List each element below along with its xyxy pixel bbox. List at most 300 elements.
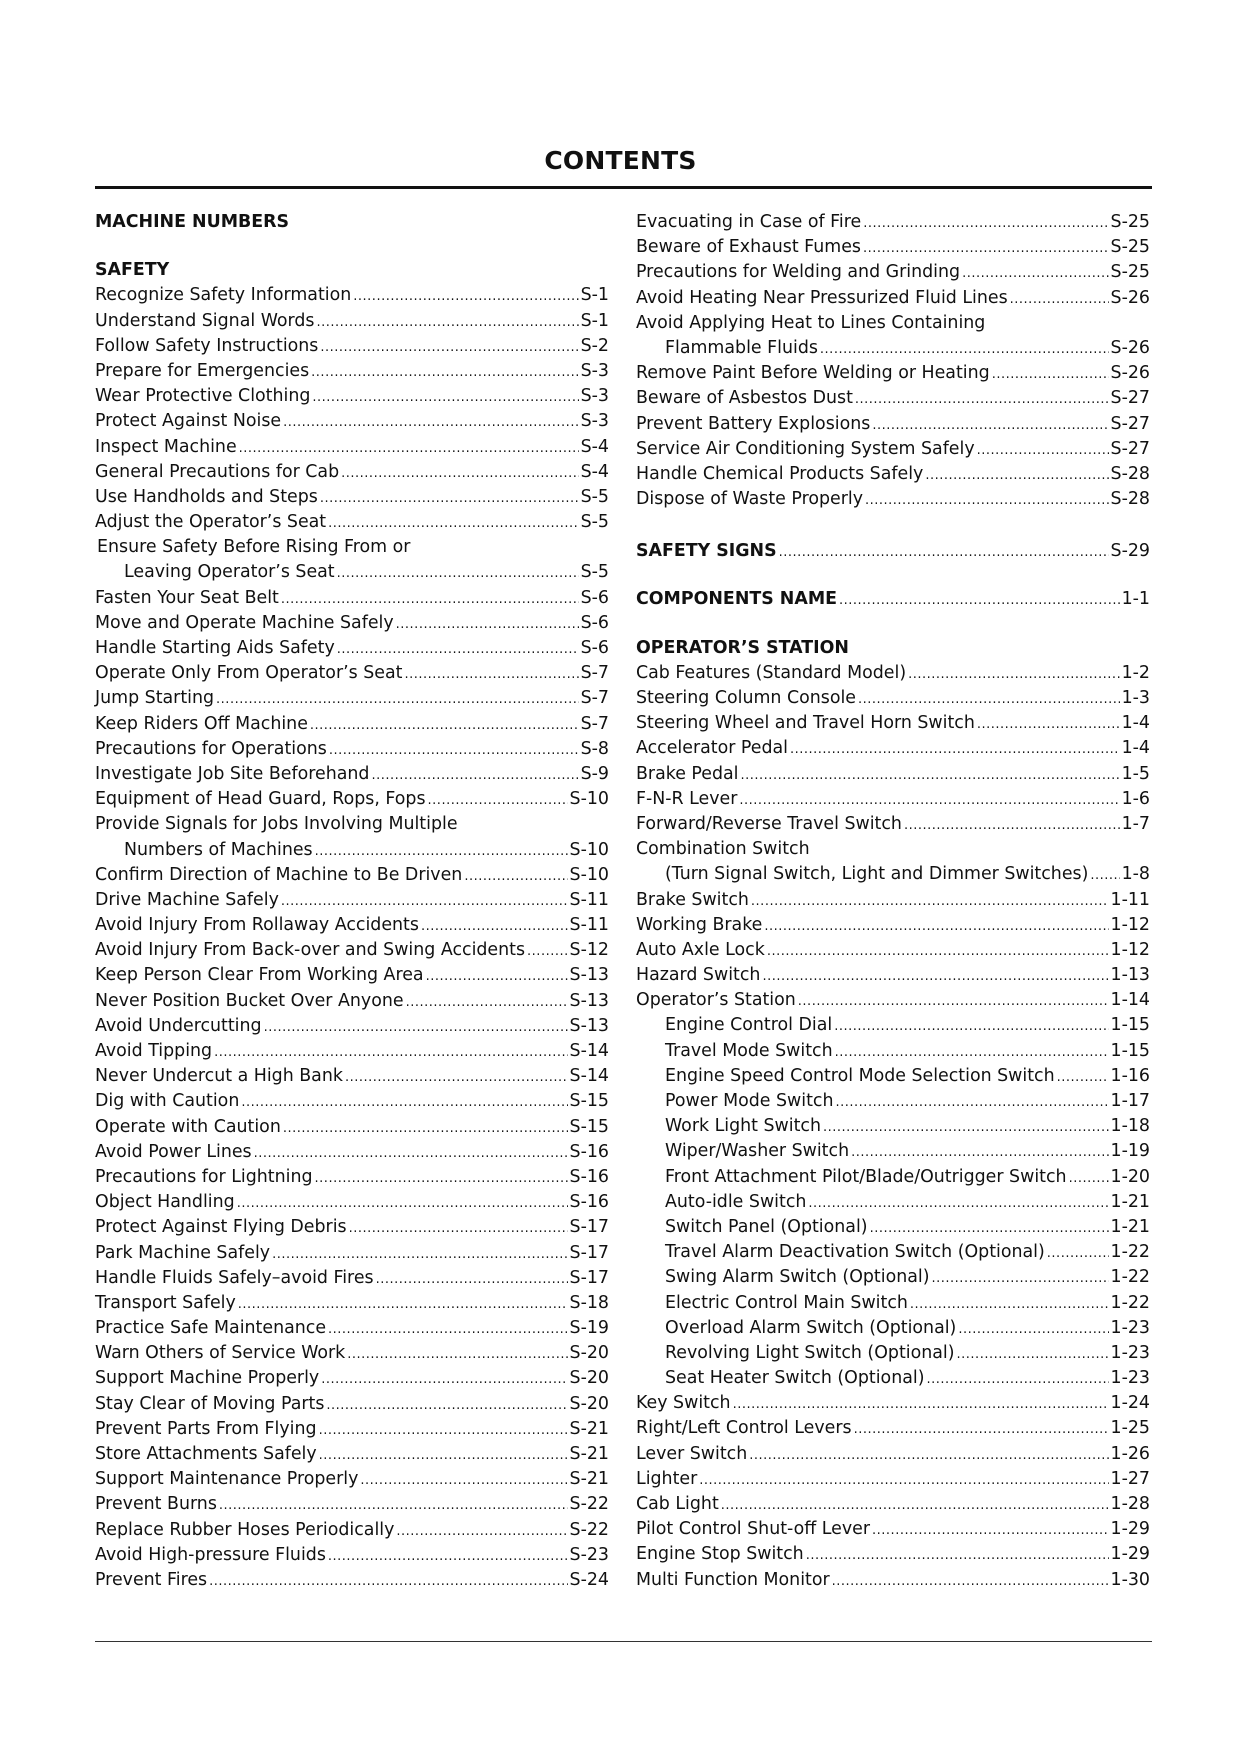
toc-entry-title: Fasten Your Seat Belt	[95, 587, 279, 608]
toc-entry-title: Provide Signals for Jobs Involving Multiple	[95, 814, 458, 835]
toc-entry-title: Wear Protective Clothing	[95, 386, 311, 407]
toc-entry[interactable]	[636, 1291, 1150, 1316]
toc-entry-page: S-7	[580, 713, 609, 734]
leader-dots	[345, 1065, 568, 1090]
toc-entry[interactable]	[95, 838, 609, 863]
toc-entry-page: S-23	[569, 1544, 609, 1565]
toc-entry[interactable]	[636, 1215, 1150, 1240]
toc-entry[interactable]	[636, 1039, 1150, 1064]
toc-entry-page: 1-29	[1110, 1519, 1150, 1540]
leader-dots	[832, 1569, 1109, 1594]
toc-entry[interactable]	[636, 1391, 1150, 1416]
toc-entry[interactable]	[95, 636, 609, 661]
toc-entry[interactable]	[636, 812, 1150, 837]
toc-entry[interactable]	[95, 1392, 609, 1417]
toc-entry-page: S-27	[1110, 438, 1150, 459]
toc-entry-page: S-4	[580, 461, 609, 482]
toc-entry-page: S-21	[569, 1418, 609, 1439]
leader-dots	[320, 335, 578, 360]
toc-entry-title: Switch Panel (Optional)	[665, 1216, 868, 1237]
toc-entry[interactable]	[636, 235, 1150, 260]
toc-entry-page: S-10	[569, 839, 609, 860]
toc-entry-page: 1-12	[1110, 914, 1150, 935]
toc-entry[interactable]	[636, 336, 1150, 361]
toc-entry-title: Park Machine Safely	[95, 1242, 271, 1263]
toc-entry[interactable]	[636, 1165, 1150, 1190]
toc-entry-page: S-13	[569, 990, 609, 1011]
toc-entry-page: 1-3	[1121, 688, 1150, 708]
toc-entry[interactable]	[636, 1240, 1150, 1265]
toc-entry[interactable]	[95, 1467, 609, 1492]
toc-entry[interactable]	[95, 1165, 609, 1190]
toc-entry[interactable]	[95, 1266, 609, 1291]
leader-dots	[908, 662, 1119, 687]
section-heading-machine-numbers: MACHINE NUMBERS	[95, 212, 290, 232]
toc-entry-title: Object Handling	[95, 1192, 235, 1213]
toc-entry-title: Lighter	[636, 1468, 698, 1489]
toc-entry-title: Service Air Conditioning System Safely	[636, 438, 975, 459]
toc-entry-title: Adjust the Operator’s Seat	[95, 512, 327, 533]
toc-entry-page: 1-8	[1121, 864, 1150, 885]
toc-entry-title: Travel Alarm Deactivation Switch (Optional)	[665, 1242, 1045, 1263]
toc-entry[interactable]	[636, 1064, 1150, 1089]
toc-entry[interactable]	[636, 1568, 1150, 1593]
section-heading-safety: SAFETY	[95, 260, 170, 281]
toc-entry[interactable]	[636, 462, 1150, 487]
toc-entry-title: Pilot Control Shut-off Lever	[636, 1519, 871, 1540]
toc-entry[interactable]	[636, 1517, 1150, 1542]
toc-entry-page: S-2	[580, 335, 609, 356]
safety-entry-list	[95, 283, 609, 1593]
toc-entry-page: S-6	[580, 638, 609, 658]
toc-entry-page: S-1	[580, 310, 609, 331]
toc-entry-page: 1-21	[1110, 1191, 1150, 1212]
toc-left-column	[95, 210, 609, 1593]
toc-entry-title: Flammable Fluids	[665, 337, 818, 358]
toc-entry[interactable]	[95, 611, 609, 636]
toc-entry[interactable]	[95, 1366, 609, 1391]
toc-entry[interactable]	[636, 1416, 1150, 1441]
toc-entry-title: Accelerator Pedal	[636, 738, 788, 759]
toc-entry[interactable]	[636, 286, 1150, 311]
toc-entry-page: 1-12	[1110, 939, 1150, 960]
leader-dots	[281, 889, 568, 914]
toc-entry-page: S-15	[569, 1091, 609, 1112]
toc-entry[interactable]	[636, 1366, 1150, 1391]
toc-entry[interactable]	[95, 1568, 609, 1593]
toc-entry-title: Work Light Switch	[665, 1116, 821, 1137]
toc-entry[interactable]	[95, 888, 609, 913]
toc-entry-page: S-14	[569, 1041, 609, 1061]
toc-entry-title: Store Attachments Safely	[95, 1444, 317, 1464]
toc-entry[interactable]	[95, 1341, 609, 1366]
toc-entry[interactable]	[95, 359, 609, 384]
toc-entry-page: S-7	[580, 663, 609, 684]
toc-entry[interactable]	[636, 1139, 1150, 1164]
toc-entry-title: Forward/Reverse Travel Switch	[636, 813, 902, 834]
toc-entry[interactable]	[95, 1140, 609, 1165]
toc-entry-title: Engine Stop Switch	[636, 1544, 804, 1565]
toc-entry-page: S-20	[569, 1368, 609, 1389]
toc-entry-page: 1-4	[1121, 738, 1150, 759]
toc-entry[interactable]	[636, 862, 1150, 887]
leader-dots	[798, 989, 1109, 1014]
toc-entry-page: S-14	[569, 1066, 609, 1087]
toc-entry[interactable]	[636, 963, 1150, 988]
toc-entry-page: S-12	[569, 940, 609, 961]
toc-entry[interactable]	[95, 1089, 609, 1114]
leader-dots	[219, 1493, 568, 1518]
leader-dots	[1069, 1166, 1109, 1191]
leader-dots	[1047, 1241, 1109, 1266]
toc-entry-page: 1-23	[1110, 1368, 1150, 1389]
toc-entry-title: Handle Starting Aids Safety	[95, 638, 335, 658]
leader-dots	[241, 1090, 567, 1115]
toc-entry[interactable]	[636, 1089, 1150, 1114]
page-title: CONTENTS	[544, 146, 697, 175]
leader-dots	[820, 337, 1109, 362]
toc-entry-title: Brake Switch	[636, 889, 749, 910]
toc-entry-page: S-10	[569, 864, 609, 885]
leader-dots	[749, 1443, 1108, 1468]
toc-entry[interactable]	[636, 888, 1150, 913]
toc-entry-title: Inspect Machine	[95, 436, 237, 457]
toc-entry-page: S-20	[569, 1343, 609, 1364]
toc-entry[interactable]	[95, 1518, 609, 1543]
leader-dots	[312, 385, 578, 410]
leader-dots	[404, 662, 578, 687]
leader-dots	[341, 461, 578, 486]
leader-dots	[992, 362, 1109, 387]
toc-entry-page: 1-4	[1121, 713, 1150, 734]
leader-dots	[733, 1392, 1109, 1417]
leader-dots	[406, 990, 568, 1015]
leader-dots	[872, 413, 1108, 438]
toc-entry-title: Move and Operate Machine Safely	[95, 612, 394, 633]
toc-entry[interactable]	[636, 386, 1150, 411]
toc-entry-page: S-27	[1110, 388, 1150, 409]
toc-entry[interactable]	[95, 1543, 609, 1568]
toc-entry-page: S-13	[569, 965, 609, 986]
toc-entry[interactable]	[636, 1265, 1150, 1290]
toc-entry-title: Avoid Injury From Back-over and Swing Accidents	[95, 940, 526, 961]
toc-entry[interactable]	[636, 412, 1150, 437]
section-heading-operators-station: OPERATOR’S STATION	[636, 637, 849, 658]
toc-entry-title: Right/Left Control Levers	[636, 1418, 852, 1439]
toc-entry[interactable]	[95, 1064, 609, 1089]
toc-entry-title: Prevent Battery Explosions	[636, 413, 871, 434]
toc-entry[interactable]	[636, 1190, 1150, 1215]
toc-entry[interactable]	[95, 1291, 609, 1316]
toc-entry-title: F-N-R Lever	[636, 788, 738, 809]
toc-entry-title: Travel Mode Switch	[665, 1040, 833, 1061]
leader-dots	[863, 211, 1108, 236]
toc-entry[interactable]	[95, 737, 609, 762]
toc-entry-page: 1-16	[1110, 1065, 1150, 1086]
toc-entry[interactable]	[95, 1014, 609, 1039]
toc-entry-title: Avoid Power Lines	[95, 1141, 252, 1162]
toc-entry-page: S-3	[580, 411, 609, 432]
toc-entry	[636, 311, 1150, 336]
leader-dots	[337, 561, 579, 586]
toc-entry[interactable]	[95, 661, 609, 686]
leader-dots	[957, 1342, 1109, 1367]
toc-entry[interactable]	[95, 1190, 609, 1215]
toc-entry-page: S-25	[1110, 262, 1150, 283]
toc-entry-title: Wiper/Washer Switch	[665, 1141, 850, 1162]
toc-entry-page: 1-26	[1110, 1443, 1150, 1464]
toc-entry[interactable]	[95, 309, 609, 334]
toc-entry-page: 1-22	[1110, 1292, 1150, 1313]
toc-entry[interactable]	[95, 435, 609, 460]
toc-entry-title: Replace Rubber Hoses Periodically	[95, 1519, 395, 1540]
toc-entry[interactable]	[95, 560, 609, 585]
toc-entry[interactable]	[636, 1013, 1150, 1038]
toc-entry[interactable]	[636, 913, 1150, 938]
toc-entry[interactable]	[95, 762, 609, 787]
toc-entry[interactable]	[636, 686, 1150, 711]
toc-entry-title: Operate Only From Operator’s Seat	[95, 663, 403, 684]
toc-entry-title: Avoid Applying Heat to Lines Containing	[636, 312, 986, 333]
toc-entry-title: Never Position Bucket Over Anyone	[95, 990, 404, 1011]
toc-entry-title: Handle Fluids Safely–avoid Fires	[95, 1267, 374, 1288]
toc-entry[interactable]	[636, 787, 1150, 812]
leader-dots	[328, 511, 578, 536]
toc-entry[interactable]	[636, 1542, 1150, 1567]
toc-entry[interactable]	[636, 361, 1150, 386]
toc-entry-title: Key Switch	[636, 1393, 731, 1414]
toc-entry[interactable]	[95, 409, 609, 434]
leader-dots	[329, 738, 579, 763]
leader-dots	[320, 486, 579, 511]
toc-entry[interactable]	[95, 510, 609, 535]
toc-entry-page: 1-30	[1110, 1569, 1150, 1590]
toc-entry-title: Brake Pedal	[636, 763, 739, 784]
toc-entry-page: S-21	[569, 1444, 609, 1464]
toc-entry[interactable]	[636, 1114, 1150, 1139]
toc-entry-page: S-26	[1110, 337, 1150, 358]
toc-entry[interactable]	[95, 1039, 609, 1064]
toc-entry-title: Steering Column Console	[636, 688, 856, 708]
toc-entry-page: S-11	[569, 915, 609, 936]
toc-entry	[95, 812, 609, 837]
leader-dots	[360, 1468, 567, 1493]
leader-dots	[808, 1191, 1108, 1216]
leader-dots	[281, 587, 579, 612]
toc-entry	[95, 535, 609, 560]
toc-entry-title: Practice Safe Maintenance	[95, 1318, 327, 1339]
toc-entry-page: S-19	[569, 1318, 609, 1339]
toc-entry[interactable]	[636, 487, 1150, 512]
toc-entry[interactable]	[95, 712, 609, 737]
toc-entry-title: Operate with Caution	[95, 1116, 281, 1137]
toc-entry-title: Prevent Fires	[95, 1569, 208, 1590]
leader-dots	[1090, 863, 1119, 888]
leader-dots	[376, 1267, 568, 1292]
toc-entry-title: Stay Clear of Moving Parts	[95, 1393, 325, 1414]
toc-entry-title: Protect Against Noise	[95, 411, 282, 432]
toc-entry[interactable]	[95, 485, 609, 510]
toc-entry[interactable]	[636, 437, 1150, 462]
toc-entry-components-name[interactable]	[636, 587, 1150, 612]
toc-entry-page: S-15	[569, 1116, 609, 1137]
safety-entry-list-continued	[636, 210, 1150, 512]
toc-entry[interactable]	[95, 913, 609, 938]
toc-entry-page: S-3	[580, 386, 609, 407]
toc-entry[interactable]	[95, 686, 609, 711]
toc-entry-title: (Turn Signal Switch, Light and Dimmer Switches)	[665, 864, 1089, 885]
toc-entry[interactable]	[636, 711, 1150, 736]
toc-entry-title: Follow Safety Instructions	[95, 335, 319, 356]
toc-entry-page: S-21	[569, 1469, 609, 1490]
toc-entry-page: S-3	[580, 360, 609, 381]
leader-dots	[264, 1015, 568, 1040]
toc-entry[interactable]	[636, 1341, 1150, 1366]
toc-entry[interactable]	[95, 963, 609, 988]
toc-entry-page: 1-22	[1110, 1242, 1150, 1263]
toc-entry-page: S-26	[1110, 287, 1150, 308]
toc-entry-page: S-29	[1110, 541, 1150, 562]
leader-dots	[347, 1342, 567, 1367]
toc-entry-page: S-13	[569, 1015, 609, 1036]
toc-entry-page: 1-7	[1121, 813, 1150, 834]
toc-entry[interactable]	[636, 1442, 1150, 1467]
toc-entry-page: S-25	[1110, 212, 1150, 232]
leader-dots	[764, 914, 1108, 939]
toc-entry-title: Use Handholds and Steps	[95, 486, 318, 507]
toc-entry-page: S-24	[569, 1569, 609, 1590]
leader-dots	[836, 1090, 1109, 1115]
toc-entry-page: 1-15	[1110, 1040, 1150, 1061]
toc-entry[interactable]	[636, 736, 1150, 761]
toc-entry-page: 1-11	[1110, 889, 1150, 910]
toc-entry-page: 1-5	[1121, 763, 1150, 784]
leader-dots	[311, 360, 578, 385]
toc-entry[interactable]	[636, 938, 1150, 963]
toc-entry-title: Avoid High-pressure Fluids	[95, 1544, 326, 1565]
toc-entry[interactable]	[95, 283, 609, 308]
toc-entry-title: Engine Control Dial	[665, 1015, 833, 1036]
toc-entry[interactable]	[95, 989, 609, 1014]
toc-entry-title: Avoid Undercutting	[95, 1015, 262, 1036]
leader-dots	[904, 813, 1120, 838]
leader-dots	[396, 1519, 567, 1544]
toc-entry-page: S-1	[580, 285, 609, 306]
leader-dots	[790, 737, 1120, 762]
toc-entry-title: Leaving Operator’s Seat	[124, 562, 335, 583]
leader-dots	[319, 1443, 568, 1468]
toc-entry-title: Dig with Caution	[95, 1091, 240, 1112]
toc-entry[interactable]	[95, 863, 609, 888]
leader-dots	[421, 914, 568, 939]
leader-dots	[925, 463, 1108, 488]
leader-dots	[349, 1216, 568, 1241]
operators-station-entry-list	[636, 661, 1150, 1593]
leader-dots	[854, 1417, 1109, 1442]
toc-entry-page: S-25	[1110, 237, 1150, 258]
toc-entry-title: Prevent Burns	[95, 1494, 217, 1515]
toc-entry-title: Power Mode Switch	[665, 1091, 834, 1111]
toc-entry-title: Electric Control Main Switch	[665, 1292, 908, 1313]
toc-entry[interactable]	[636, 1492, 1150, 1517]
toc-entry[interactable]	[95, 938, 609, 963]
toc-entry-title: Working Brake	[636, 914, 763, 935]
toc-entry[interactable]	[95, 1316, 609, 1341]
toc-entry-page: S-5	[580, 512, 609, 533]
toc-entry[interactable]	[95, 1215, 609, 1240]
toc-entry-page: S-28	[1110, 489, 1150, 510]
toc-entry[interactable]	[95, 1115, 609, 1140]
toc-entry-page: S-28	[1110, 463, 1150, 484]
toc-entry[interactable]	[95, 787, 609, 812]
toc-entry-title: Hazard Switch	[636, 965, 761, 986]
leader-dots	[767, 939, 1109, 964]
toc-entry-title: Overload Alarm Switch (Optional)	[665, 1317, 957, 1338]
toc-entry-title: Evacuating in Case of Fire	[636, 212, 862, 232]
leader-dots	[283, 1116, 568, 1141]
toc-entry-title: Precautions for Operations	[95, 738, 327, 759]
toc-entry[interactable]	[95, 334, 609, 359]
toc-entry-title: Equipment of Head Guard, Rops, Fops	[95, 789, 426, 810]
toc-entry[interactable]	[636, 210, 1150, 235]
toc-entry-title: Transport Safely	[95, 1292, 236, 1313]
toc-entry-title: Ensure Safety Before Rising From or	[97, 537, 411, 558]
toc-entry-page: S-16	[569, 1166, 609, 1187]
toc-entry[interactable]	[636, 661, 1150, 686]
toc-entry-page: 1-21	[1110, 1216, 1150, 1237]
toc-entry-page: S-10	[569, 789, 609, 810]
toc-entry[interactable]	[95, 1492, 609, 1517]
toc-entry-title: Steering Wheel and Travel Horn Switch	[636, 713, 975, 734]
toc-entry[interactable]	[636, 1316, 1150, 1341]
toc-entry-title: Operator’s Station	[636, 990, 796, 1011]
toc-entry-title: Prepare for Emergencies	[95, 360, 310, 381]
toc-entry[interactable]	[95, 384, 609, 409]
leader-dots	[319, 1418, 568, 1443]
leader-dots	[328, 1544, 568, 1569]
toc-entry-page: S-6	[580, 612, 609, 633]
toc-entry[interactable]	[636, 1467, 1150, 1492]
toc-entry[interactable]	[95, 460, 609, 485]
toc-entry-page: S-20	[569, 1393, 609, 1414]
toc-entry-safety-signs[interactable]	[636, 539, 1150, 564]
leader-dots	[1057, 1065, 1109, 1090]
toc-entry[interactable]	[95, 1417, 609, 1442]
toc-entry-page: 1-29	[1110, 1544, 1150, 1565]
leader-dots	[751, 889, 1109, 914]
toc-entry-page: 1-27	[1110, 1468, 1150, 1489]
toc-entry-title: Keep Person Clear From Working Area	[95, 965, 424, 986]
toc-entry-page: 1-6	[1121, 788, 1150, 809]
leader-dots	[214, 1040, 567, 1065]
leader-dots	[426, 964, 568, 989]
toc-entry[interactable]	[95, 1241, 609, 1266]
toc-entry[interactable]	[95, 586, 609, 611]
toc-entry-page: S-9	[580, 763, 609, 784]
toc-entry-title: Dispose of Waste Properly	[636, 489, 863, 510]
toc-entry[interactable]	[636, 260, 1150, 285]
toc-entry[interactable]	[636, 762, 1150, 787]
leader-dots	[977, 712, 1120, 737]
toc-entry-title: Precautions for Lightning	[95, 1166, 313, 1187]
toc-entry-title: Jump Starting	[95, 688, 215, 709]
toc-entry-title: Prevent Parts From Flying	[95, 1418, 317, 1439]
leader-dots	[958, 1317, 1108, 1342]
toc-entry[interactable]	[95, 1442, 609, 1467]
toc-right-column	[636, 210, 1150, 1593]
leader-dots	[834, 1014, 1108, 1039]
toc-entry[interactable]	[636, 988, 1150, 1013]
